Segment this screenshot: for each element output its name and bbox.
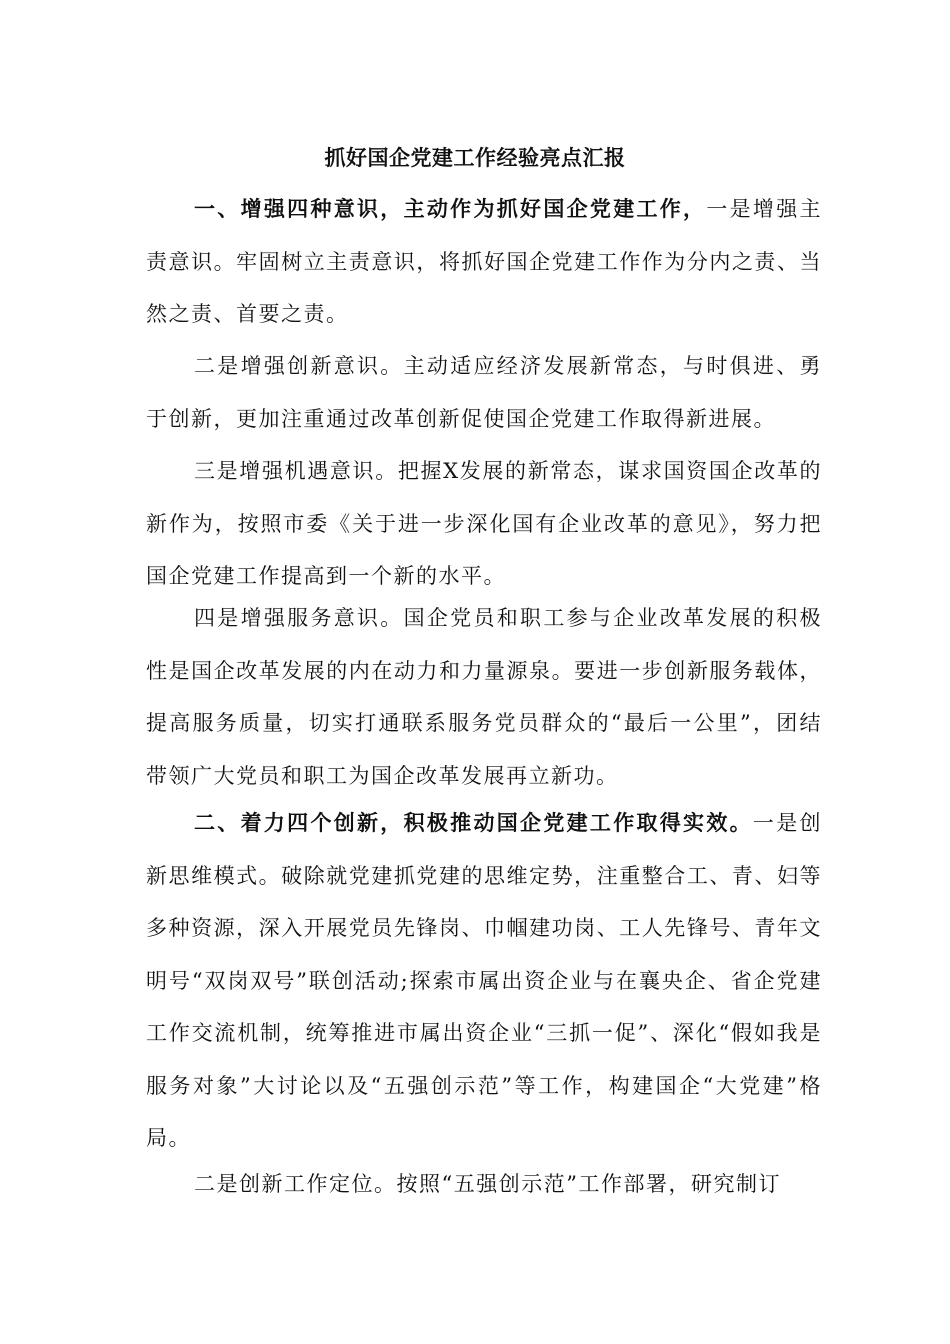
paragraph-6 — [146, 1158, 822, 1211]
paragraph-4-text: 四是增强服务意识。国企党员和职工参与企业改革发展的积极性是国企改革发展的内在动力和力量源泉。要进一步创新服务载体，提高服务质量，切实打通联系服务党员群众的“最后一公里”，团结带领广大党员和职工为国企改革发展再立新功。 — [146, 606, 822, 788]
section-heading-1: 一、增强四种意识，主动作为抓好国企党建工作， — [194, 196, 707, 221]
paragraph-4 — [146, 592, 822, 802]
paragraph-5-text: 一是创新思维模式。破除就党建抓党建的思维定势，注重整合工、青、妇等多种资源，深入开展党员先锋岗、巾帼建功岗、工人先锋号、青年文明号“双岗双号”联创活动;探索市属出资企业与在襄央企、省企党建工作交流机制，统筹推进市属出资企业“三抓一促”、深化“假如我是服务对象”大讨论以及“五强创示范”等工作，构建国企“大党建”格局。 — [146, 811, 822, 1150]
document-title: 抓好国企党建工作经验亮点汇报 — [324, 145, 626, 170]
paragraph-3 — [146, 445, 822, 603]
paragraph-5 — [146, 797, 822, 1165]
paragraph-2-text: 二是增强创新意识。主动适应经济发展新常态，与时俱进、勇于创新，更加注重通过改革创新促使国企党建工作取得新进展。 — [146, 354, 822, 431]
paragraph-3-text: 三是增强机遇意识。把握X发展的新常态，谋求国资国企改革的新作为，按照市委《关于进一步深化国有企业改革的意见》，努力把国企党建工作提高到一个新的水平。 — [146, 459, 822, 588]
paragraph-2 — [146, 340, 822, 445]
paragraph-6-text: 二是创新工作定位。按照“五强创示范”工作部署，研究制订 — [194, 1172, 781, 1196]
paragraph-1-text: 一是增强主责意识。牢固树立主责意识，将抓好国企党建工作作为分内之责、当然之责、首要之责。 — [146, 197, 823, 326]
paragraph-1 — [146, 183, 822, 341]
section-heading-2: 二、着力四个创新，积极推动国企党建工作取得实效。 — [194, 810, 753, 835]
